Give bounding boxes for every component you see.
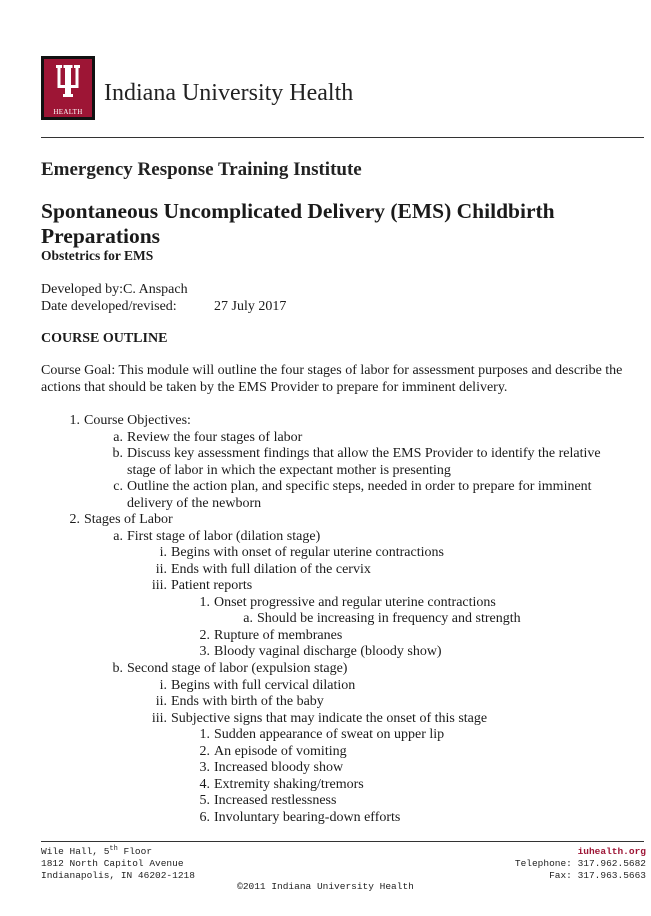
outline-text: First stage of labor (dilation stage) [127,529,321,544]
outline-marker: a. [243,611,253,626]
developed-by-value: C. Anspach [123,282,188,297]
outline-text: Onset progressive and regular uterine contractions [214,595,496,610]
fax: Fax: 317.963.5663 [549,870,646,881]
outline-marker: iii. [151,711,167,726]
outline-item [199,628,343,645]
outline-text: Patient reports [171,578,253,593]
logo-wordmark: HEALTH [53,108,83,116]
outline-text: Course Objectives: [84,413,191,428]
outline-marker: i. [159,678,167,693]
outline-marker: 1. [199,727,210,742]
outline-text: Increased bloody show [214,760,344,775]
outline-item [199,793,337,810]
outline-marker: 4. [199,777,210,792]
address-superscript: th [109,844,118,853]
outline-item [69,512,173,529]
outline-marker: 2. [199,628,210,643]
address-line-1-suffix: Floor [117,846,153,857]
outline-text: Bloody vaginal discharge (bloody show) [214,644,442,659]
outline-text: Extremity shaking/tremors [214,777,364,792]
outline-marker: 2. [69,512,80,527]
telephone: Telephone: 317.962.5682 [514,858,646,869]
outline-item [69,413,191,430]
document-title: Spontaneous Uncomplicated Delivery (EMS) Childbirth Preparations [41,199,555,248]
address-line-2: 1812 North Capitol Avenue [41,858,184,869]
outline-text: Stages of Labor [84,512,173,527]
copyright: ©2011 Indiana University Health [237,881,414,892]
outline-item [199,595,496,612]
trident-icon [52,63,84,103]
outline-marker: b. [112,446,123,461]
outline-marker: a. [113,430,123,445]
date-row [41,298,287,315]
development-info [41,281,287,315]
outline-marker: 3. [199,760,210,775]
outline-item [113,430,303,447]
address-line-1-text: Wile Hall, 5 [41,846,110,857]
outline-text: Ends with birth of the baby [171,694,324,709]
document-subtitle: Obstetrics for EMS [41,248,154,263]
outline-marker: 2. [199,744,210,759]
outline-item [155,562,371,579]
outline-item [199,744,347,761]
course-outline-heading: COURSE OUTLINE [41,331,168,346]
header-divider [41,137,644,138]
outline-item [127,496,261,513]
outline-marker: 1. [69,413,80,428]
outline-text: Should be increasing in frequency and strength [257,611,521,626]
outline-marker: 6. [199,810,210,825]
outline-text: Rupture of membranes [214,628,343,643]
outline-item [159,545,444,562]
outline-text: Outline the action plan, and specific steps, needed in order to prepare for imminent [127,479,592,494]
outline-text: Increased restlessness [214,793,337,808]
outline-item [151,578,253,595]
outline-marker: i. [159,545,167,560]
outline-marker: a. [113,529,123,544]
org-name: Indiana University Health [104,80,354,106]
outline-item [199,727,445,744]
outline-text: Subjective signs that may indicate the onset of this stage [171,711,488,726]
developed-by-row [41,281,188,298]
outline-marker: ii. [155,562,167,577]
outline-text: delivery of the newborn [127,496,262,511]
date-value: 27 July 2017 [214,299,287,314]
outline-item [199,777,364,794]
outline-item [127,463,451,480]
outline-item [112,661,348,678]
trident-logo-mark [44,59,92,117]
outline-item [112,446,601,463]
outline-text: Begins with onset of regular uterine contractions [171,545,444,560]
outline-item [159,678,356,695]
outline-text: Discuss key assessment findings that allow the EMS Provider to identify the relative [127,446,601,461]
footer-contact [515,846,646,882]
footer-divider [41,841,644,842]
outline-item [199,760,344,777]
outline-item [113,479,592,496]
outline-item [199,810,401,827]
outline-text: Ends with full dilation of the cervix [171,562,371,577]
footer-address [41,846,195,882]
outline-marker: 1. [199,595,210,610]
website-link[interactable]: iuhealth.org [577,846,646,857]
address-line-1 [41,846,195,858]
outline-text: An episode of vomiting [214,744,347,759]
outline-item [155,694,324,711]
outline-item [113,529,321,546]
outline-marker: 5. [199,793,210,808]
iu-health-logo [41,56,95,120]
course-goal: Course Goal: This module will outline the four stages of labor for assessment purposes and describe the actions that should be taken by the EMS Provider to prepare for imminent delivery. [41,363,623,395]
outline-text: Sudden appearance of sweat on upper lip [214,727,445,742]
outline-item [151,711,488,728]
outline-marker: iii. [151,578,167,593]
date-label: Date developed/revised: [41,299,177,314]
outline-item [199,644,442,661]
outline-marker: c. [113,479,123,494]
outline-text: Second stage of labor (expulsion stage) [127,661,348,676]
outline-text: stage of labor in which the expectant mother is presenting [127,463,451,478]
outline-item [243,611,521,628]
address-line-3: Indianapolis, IN 46202-1218 [41,870,195,881]
outline-text: Review the four stages of labor [127,430,303,445]
outline-marker: ii. [155,694,167,709]
outline-text: Begins with full cervical dilation [171,678,356,693]
institute-heading: Emergency Response Training Institute [41,159,362,180]
outline-marker: b. [112,661,123,676]
developed-by-label: Developed by: [41,282,124,297]
outline-marker: 3. [199,644,210,659]
outline-text: Involuntary bearing-down efforts [214,810,401,825]
